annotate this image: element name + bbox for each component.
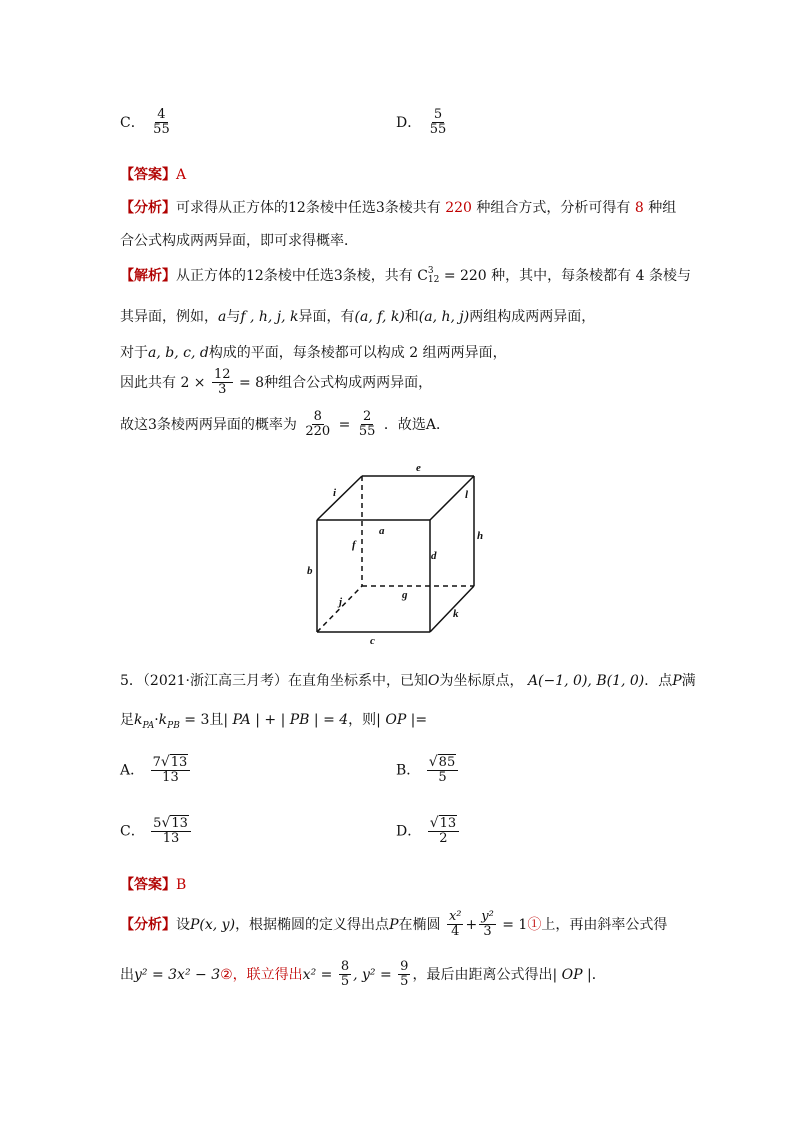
q5-an2-n9: 9 <box>400 959 409 974</box>
sol-l2-c: 异面，有 <box>298 309 355 325</box>
combination-symbol <box>417 268 439 284</box>
q5-l2-k2: k <box>158 712 168 728</box>
comb-c: C <box>417 268 428 284</box>
q5-optC-coef: 5 <box>153 816 162 831</box>
option-c-num: 4 <box>157 107 166 122</box>
sol-l1-eq: = 220 <box>443 268 487 284</box>
sol-l2-g2: (a, h, j) <box>418 309 470 325</box>
option-d-label: D． <box>396 114 422 131</box>
label-d: d <box>431 550 437 562</box>
sol-l5-n2: 2 <box>362 409 372 424</box>
q5-optB-frac <box>427 755 458 786</box>
q5-l2-k1: k <box>134 712 143 728</box>
q5-an-y2: y² <box>481 909 494 924</box>
q5-stem-d: 满 <box>681 673 696 689</box>
q5-an-frac-x <box>447 910 464 940</box>
q5-stem-line1 <box>120 670 696 690</box>
sol-l3-b: 构成的平面，每条棱都可以构成 <box>208 345 405 361</box>
q5-answer-tag: 【答案】 <box>120 877 176 893</box>
comb-sup: 3 <box>427 266 434 276</box>
option-c <box>120 108 174 138</box>
label-a: a <box>379 525 385 537</box>
q5-option-c <box>120 816 193 847</box>
q5-optC-num: 5√13 <box>151 816 191 832</box>
q5-l2-c: ，则 <box>348 712 377 728</box>
q4-solution-line4 <box>120 368 432 398</box>
q5-option-a <box>120 755 192 786</box>
q5-an-d: 上，再由斜率公式得 <box>541 916 668 933</box>
q5-option-d <box>396 816 461 847</box>
sol-l5-frac1 <box>303 410 332 440</box>
q4-analysis-line1 <box>120 197 676 217</box>
sol-l4-num: 12 <box>214 367 231 382</box>
q5-an2-a: 出 <box>120 966 134 983</box>
q5-an2-d5: 5 <box>340 974 350 990</box>
q5-optC-rad: 13 <box>171 816 188 831</box>
sol-l4-den: 3 <box>218 382 227 398</box>
sol-l5-d1: 220 <box>305 424 331 440</box>
option-c-label: C． <box>120 114 145 131</box>
q5-optC-label: C． <box>120 823 145 840</box>
edge-i <box>317 476 362 520</box>
q5-an-3: 3 <box>483 924 492 940</box>
sol-l2-avar: a <box>218 309 227 325</box>
q5-an-b: ，根据椭圆的定义得出点 <box>235 916 390 933</box>
sol-l4-2x: 2 × <box>180 374 206 391</box>
sol-l1-a: 从正方体的12条棱中任选3条棱，共有 <box>176 268 413 284</box>
q5-option-b <box>396 755 460 786</box>
q4-answer <box>120 164 186 184</box>
sol-l1-b: 种，其中，每条棱都有 <box>491 268 632 284</box>
q4-solution-line5 <box>120 410 450 440</box>
q5-an2-n8: 8 <box>340 959 350 974</box>
q5-an2-b: ，联立得出 <box>232 966 303 983</box>
sol-l5-eq: = <box>338 416 351 433</box>
analysis-220: 220 <box>445 200 472 216</box>
q5-l2-op: | OP |= <box>376 712 428 728</box>
q5-an2-eq: y² = 3x² − 3 <box>134 966 221 983</box>
q5-an-4: 4 <box>451 924 460 940</box>
sol-l5-d2: 55 <box>358 424 376 440</box>
q5-optB-label: B． <box>396 762 421 779</box>
sol-l2-d: 和 <box>404 309 419 325</box>
q4-analysis-line2 <box>120 230 358 250</box>
q5-analysis-tag: 【分析】 <box>120 916 176 933</box>
q4-solution-line1 <box>120 265 691 285</box>
label-l: l <box>465 489 469 501</box>
label-k: k <box>453 608 459 620</box>
sol-l5-frac2 <box>357 410 378 440</box>
q4-solution-line2 <box>120 306 595 326</box>
sol-l4-b: 种组合公式构成两两异面， <box>264 374 433 391</box>
q5-an2-op: | OP | <box>552 966 592 983</box>
sol-l2-e: 两组构成两两异面， <box>469 309 596 325</box>
q5-stem-P: P <box>672 673 682 689</box>
q5-an2-c: ，最后由距离公式得出 <box>412 966 553 983</box>
analysis-line2: 合公式构成两两异面，即可求得概率． <box>120 233 358 249</box>
q5-an2-x2: x² = <box>302 966 333 983</box>
q5-l2-sub2: PB <box>167 720 180 731</box>
sol-l5-c: ．故选 <box>383 416 426 433</box>
q5-an2-d5b: 5 <box>400 974 409 990</box>
analysis-text-c: 种组 <box>648 200 677 216</box>
q5-optC-frac <box>151 816 191 847</box>
analysis-text-a: 可求得从正方体的12条棱中任选3条棱共有 <box>176 200 441 216</box>
q5-optA-label: A． <box>120 762 145 779</box>
sol-l5-ans: A． <box>425 416 450 433</box>
sol-l4-frac <box>212 368 233 398</box>
q5-an-c: 在椭圆 <box>398 916 441 933</box>
option-d-fraction <box>428 108 449 138</box>
q5-stem-O: O <box>428 673 440 689</box>
q5-an-x2: x² <box>448 909 462 924</box>
sol-l2-a: 其异面，例如， <box>120 309 218 325</box>
answer-value: A <box>176 167 187 183</box>
q5-l2-abs: | PA | + | PB | = 4 <box>223 712 349 728</box>
label-c: c <box>370 635 375 647</box>
q5-optA-frac <box>151 755 191 786</box>
option-c-fraction <box>151 108 172 138</box>
sol-l2-b: 与 <box>226 309 241 325</box>
sol-l3-a: 对于 <box>120 345 148 361</box>
label-i-top: i <box>333 487 337 499</box>
analysis-text-b: 种组合方式，分析可得有 <box>476 200 631 216</box>
sol-l5-b: 条棱两两异面的概率为 <box>156 416 297 433</box>
q5-optA-den: 13 <box>162 770 179 786</box>
q5-optA-num: 7√13 <box>151 755 191 771</box>
label-f: f <box>352 539 356 551</box>
sol-l2-g1: (a, f, k) <box>354 309 405 325</box>
q5-optB-rad: 85 <box>438 755 456 770</box>
q5-optC-den: 13 <box>162 831 180 847</box>
q5-analysis-line2 <box>120 960 606 990</box>
q5-stem-a: 5．（2021·浙江高三月考）在直角坐标系中，已知 <box>120 673 428 689</box>
q5-optD-num: √13 <box>428 816 459 832</box>
sol-l3-vars: a, b, c, d <box>148 345 209 361</box>
q5-optD-label: D． <box>396 823 422 840</box>
label-e: e <box>416 462 421 474</box>
sol-l5-3: 3 <box>148 416 157 433</box>
analysis-8: 8 <box>634 200 644 216</box>
answer-tag: 【答案】 <box>120 167 176 183</box>
q5-an-plus: + <box>465 916 478 933</box>
sol-l3-c: 组两两异面， <box>422 345 507 361</box>
analysis-tag: 【分析】 <box>120 200 176 216</box>
sol-l4-eq: = 8 <box>239 374 265 391</box>
sol-l5-n1: 8 <box>313 409 322 424</box>
option-d-den: 55 <box>429 122 447 138</box>
solution-tag: 【解析】 <box>120 268 176 284</box>
sol-l1-4: 4 <box>635 268 645 284</box>
q4-solution-line3 <box>120 342 507 362</box>
edge-k <box>430 586 474 632</box>
label-h: h <box>477 530 484 542</box>
q5-l2-eq: = 3 <box>184 712 210 728</box>
option-d <box>396 108 450 138</box>
sol-l5-a: 故这 <box>120 416 148 433</box>
q5-l2-a: 足 <box>120 712 134 728</box>
q5-an2-y2: , y² = <box>353 966 392 983</box>
option-c-den: 55 <box>153 122 170 138</box>
sol-l2-vars: f , h, j, k <box>240 309 299 325</box>
q5-l2-b: 且 <box>209 712 224 728</box>
q5-optB-num: √85 <box>427 755 458 771</box>
q5-optD-den: 2 <box>439 831 448 847</box>
sol-l4-a: 因此共有 <box>120 374 176 391</box>
q5-an-P2: P <box>389 916 399 933</box>
q5-an2-frac1 <box>339 960 351 990</box>
sol-l3-2: 2 <box>409 345 419 361</box>
q5-stem-line2 <box>120 709 427 731</box>
label-j: j <box>339 596 343 608</box>
q5-an-frac-y <box>479 910 496 940</box>
q5-l2-dot: · <box>154 712 159 728</box>
q5-stem-b: 为坐标原点， <box>439 673 524 689</box>
q5-an2-frac2 <box>398 960 410 990</box>
q5-analysis-line1 <box>120 910 667 940</box>
q5-answer-value: B <box>176 877 187 893</box>
q5-an-eq1: = 1 <box>502 916 528 933</box>
q5-an-circ1: ① <box>527 916 542 933</box>
q5-stem-AB: A(−1, 0), B(1, 0) <box>527 673 645 689</box>
option-d-num: 5 <box>433 107 443 122</box>
q5-optD-rad: 13 <box>439 816 457 831</box>
comb-sub: 12 <box>427 275 440 285</box>
label-g: g <box>402 589 408 601</box>
q5-an-a: 设 <box>176 916 190 933</box>
edge-j <box>317 586 362 632</box>
q5-optD-frac <box>428 816 459 847</box>
label-b: b <box>307 565 313 577</box>
q5-optA-coef: 7 <box>152 755 161 770</box>
q5-an2-circ2: ② <box>220 966 233 983</box>
q5-answer <box>120 874 186 894</box>
q5-an-P: P(x, y) <box>190 916 236 933</box>
q5-optA-rad: 13 <box>170 755 188 770</box>
q5-stem-c: ．点 <box>644 673 673 689</box>
q5-an2-end: ． <box>591 966 606 983</box>
q5-optB-den: 5 <box>438 770 447 786</box>
sol-l1-c2: 条棱与 <box>649 268 691 284</box>
cube-diagram <box>300 460 500 650</box>
q5-l2-sub1: PA <box>142 720 155 731</box>
